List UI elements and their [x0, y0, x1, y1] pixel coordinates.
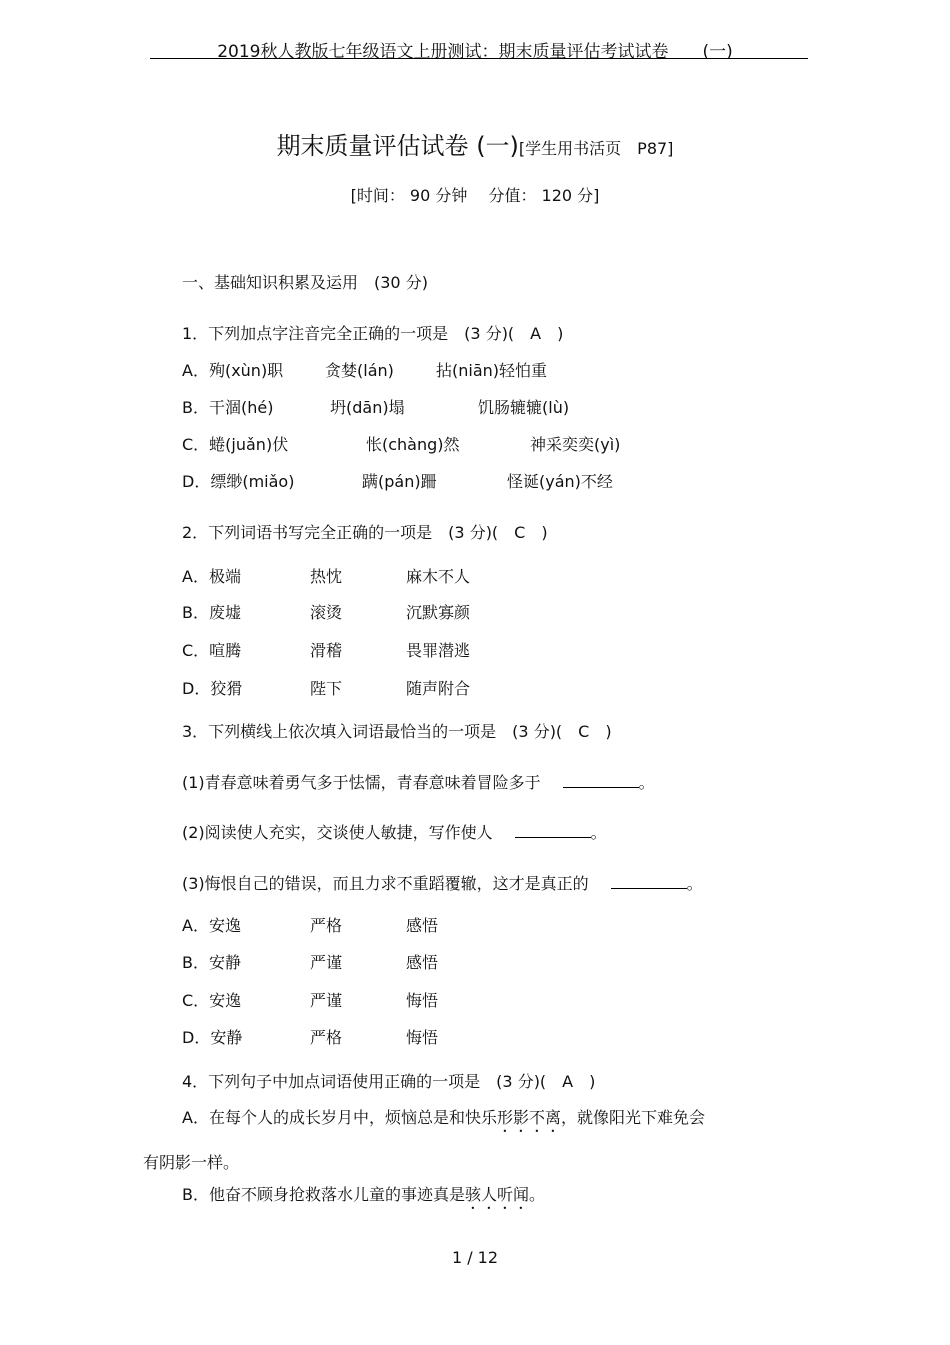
- period: 。: [590, 823, 607, 842]
- q3-option-b-3: 感悟: [406, 953, 439, 972]
- q4-option-b-pre: B．他奋不顾身抢救落水儿童的事迹真是: [182, 1185, 465, 1204]
- q3-option-d-1: D．安静: [182, 1028, 243, 1047]
- q3-option-b-1: B．安静: [182, 953, 241, 972]
- q3-sentence-1-text: (1)青春意味着勇气多于怯懦，青春意味着冒险多于: [182, 773, 541, 792]
- q3-option-c-1: C．安逸: [182, 991, 242, 1010]
- title-main: 期末质量评估试卷 (一): [276, 132, 519, 160]
- q1-option-c-3: 神采奕奕(yì): [530, 435, 621, 454]
- q1-option-a-3: 拈(niān)轻怕重: [436, 361, 548, 380]
- q1-option-b-1: B．干涸(hé): [182, 398, 274, 417]
- period: 。: [686, 874, 703, 893]
- q1-option-a-2: 贪婪(lán): [325, 361, 394, 380]
- q2-option-b-1: B．废墟: [182, 603, 241, 622]
- q4-option-a-post: ，就像阳光下难免会: [560, 1108, 705, 1127]
- q4-option-b-dotted-phrase: 骇人听闻: [464, 1185, 529, 1204]
- fill-blank: [611, 874, 687, 889]
- exam-meta: [时间： 90 分钟 分值： 120 分]: [350, 186, 600, 205]
- q2-option-d-1: D．狡猾: [182, 679, 243, 698]
- q2-option-c-1: C．喧腾: [182, 641, 242, 660]
- q4-option-a-line1: [182, 1105, 705, 1136]
- q3-option-a-2: 严格: [310, 916, 343, 935]
- page-title: [0, 126, 950, 161]
- q1-option-d-2: 蹒(pán)跚: [362, 472, 437, 491]
- q1-option-a-1: A．殉(xùn)职: [182, 361, 284, 380]
- q3-stem: 3．下列横线上依次填入词语最恰当的一项是 (3 分)( C ): [182, 722, 612, 741]
- q3-sentence-3: [182, 871, 703, 894]
- q2-option-c-2: 滑稽: [310, 641, 343, 660]
- running-header: 2019秋人教版七年级语文上册测试：期末质量评估考试试卷 (一): [217, 42, 733, 62]
- fill-blank: [515, 823, 591, 838]
- q3-option-c-2: 严谨: [310, 991, 343, 1010]
- q2-option-a-2: 热忱: [310, 567, 343, 586]
- q2-option-c-3: 畏罪潜逃: [406, 641, 471, 660]
- title-reference: [学生用书活页 P87]: [518, 139, 674, 158]
- q1-option-d-3: 怪诞(yán)不经: [507, 472, 613, 491]
- section-title: 一、基础知识积累及运用 (30 分): [182, 273, 428, 292]
- q3-option-c-3: 悔悟: [406, 991, 439, 1010]
- q3-option-a-3: 感悟: [406, 916, 439, 935]
- q1-option-c-2: 怅(chàng)然: [366, 435, 460, 454]
- q3-option-a-1: A．安逸: [182, 916, 241, 935]
- q3-sentence-3-text: (3)悔恨自己的错误，而且力求不重蹈覆辙，这才是真正的: [182, 874, 589, 893]
- q3-sentence-2: [182, 820, 607, 843]
- q3-option-d-3: 悔悟: [406, 1028, 439, 1047]
- q4-option-a-line2: 有阴影一样。: [143, 1153, 240, 1172]
- page-number: 1 / 12: [451, 1248, 499, 1267]
- q1-option-b-2: 坍(dān)塌: [330, 398, 405, 417]
- q4-option-b-post: 。: [529, 1185, 546, 1204]
- q4-stem: 4．下列句子中加点词语使用正确的一项是 (3 分)( A ): [182, 1072, 596, 1091]
- q2-option-b-3: 沉默寡颜: [406, 603, 471, 622]
- period: 。: [638, 773, 655, 792]
- q1-option-b-3: 饥肠辘辘(lù): [478, 398, 570, 417]
- q3-sentence-1: [182, 770, 655, 793]
- q3-sentence-2-text: (2)阅读使人充实，交谈使人敏捷，写作使人: [182, 823, 493, 842]
- q2-stem: 2．下列词语书写完全正确的一项是 (3 分)( C ): [182, 523, 548, 542]
- q1-option-d-1: D．缥缈(miǎo): [182, 472, 295, 491]
- q4-option-a-dotted-phrase: 形影不离: [496, 1108, 561, 1127]
- q1-option-c-1: C．蜷(juǎn)伏: [182, 435, 289, 454]
- q3-option-d-2: 严格: [310, 1028, 343, 1047]
- fill-blank: [563, 773, 639, 788]
- q2-option-a-1: A．极端: [182, 567, 241, 586]
- q2-option-b-2: 滚烫: [310, 603, 343, 622]
- q4-option-a-pre: A．在每个人的成长岁月中，烦恼总是和快乐: [182, 1108, 497, 1127]
- q2-option-d-2: 陛下: [310, 679, 343, 698]
- q2-option-a-3: 麻木不人: [406, 567, 471, 586]
- q3-option-b-2: 严谨: [310, 953, 343, 972]
- header-rule: [150, 58, 808, 59]
- q4-option-b: [182, 1182, 545, 1213]
- q2-option-d-3: 随声附合: [406, 679, 471, 698]
- q1-stem: 1．下列加点字注音完全正确的一项是 (3 分)( A ): [182, 324, 564, 343]
